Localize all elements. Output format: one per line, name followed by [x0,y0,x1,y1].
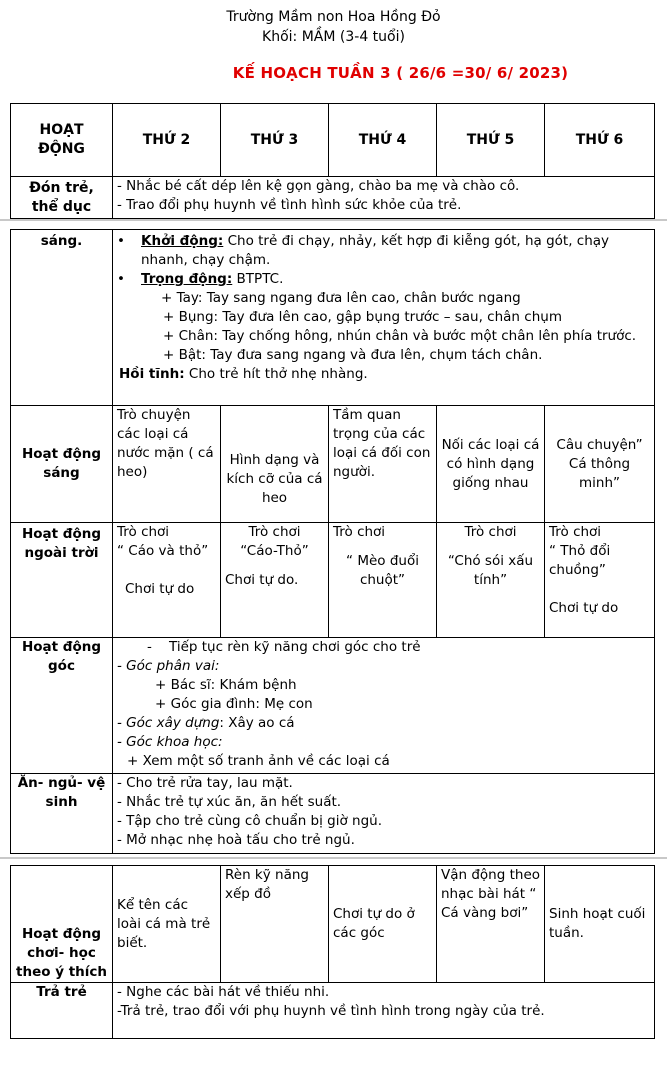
age-group: Khối: MẦM (3-4 tuổi) [262,29,405,45]
activity-cell: Câu chuyện” Cá thông minh” [545,406,655,523]
afternoon-cell: Chơi tự do ở các góc [329,866,437,983]
day-header: THỨ 5 [437,104,545,177]
pickup-row [11,983,655,1039]
header-row [11,104,655,177]
corner-intro: Tiếp tục rèn kỹ năng chơi góc cho trẻ [169,639,421,655]
main-text: BTPTC. [236,271,284,287]
role-item: + Góc gia đình: Mẹ con [155,696,313,712]
weekly-plan-table-part2 [10,229,655,854]
pickup-line: - Nghe các bài hát về thiếu nhi. [117,984,330,1000]
row-label: Hoạt động sáng [11,406,113,523]
morning-welcome-row [11,177,655,219]
science-item: + Xem một số tranh ảnh về các loại cá [127,753,390,769]
row-label: Trả trẻ [11,983,113,1039]
weekly-plan-table-part3 [10,865,655,1039]
outdoor-cell: Trò chơi “Cáo-Thỏ” Chơi tự do. [221,523,329,638]
row-label: Hoạt động chơi- học theo ý thích [11,866,113,983]
activity-cell: Tầm quan trọng của các loại cá đối con người. [329,406,437,523]
activity-cell: Nối các loại cá có hình dạng giống nhau [437,406,545,523]
day-header: THỨ 3 [221,104,329,177]
afternoon-cell: Vận động theo nhạc bài hát “ Cá vàng bơi” [437,866,545,983]
page-break [0,219,667,221]
outdoor-row [11,523,655,638]
hygiene-line: - Mở nhạc nhẹ hoà tấu cho trẻ ngủ. [117,832,355,848]
exercise-row [11,230,655,406]
warmup-text: Cho trẻ đi chạy, nhảy, kết hợp đi kiễng gót, hạ gót, chạy nhanh, chạy chậm. [141,233,610,268]
exercise-item: + Chân: Tay chống hông, nhún chân và bước một chân lên phía trước. [163,328,637,344]
role-item: + Bác sĩ: Khám bệnh [155,677,297,693]
day-header: THỨ 6 [545,104,655,177]
school-name: Trường Mầm non Hoa Hồng Đỏ [226,9,441,25]
row-label: Đón trẻ, thể dục [11,177,113,219]
activity-cell: Hình dạng và kích cỡ của cá heo [221,406,329,523]
day-header: THỨ 4 [329,104,437,177]
afternoon-row [11,866,655,983]
corner-row [11,638,655,774]
row-label: Hoạt động ngoài trời [11,523,113,638]
activity-cell: Trò chuyện các loại cá nước mặn ( cá heo) [113,406,221,523]
build-corner-text: : Xây ao cá [219,715,295,731]
welcome-notes [113,177,655,219]
afternoon-cell: Sinh hoạt cuối tuần. [545,866,655,983]
build-corner-title: - Góc xây dựng [117,715,220,731]
exercise-item: + Bụng: Tay đưa lên cao, gập bụng trước – sau, chân chụm [163,309,562,325]
outdoor-cell: Trò chơi “ Mèo đuổi chuột” [329,523,437,638]
pickup-details [113,983,655,1039]
weekly-plan-table-part1 [10,103,655,219]
outdoor-cell: Trò chơi “Chó sói xấu tính” [437,523,545,638]
outdoor-cell: Trò chơi “ Thỏ đổi chuồng” Chơi tự do [545,523,655,638]
plan-title: KẾ HOẠCH TUẦN 3 ( 26/6 =30/ 6/ 2023) [232,64,569,82]
afternoon-cell: Rèn kỹ năng xếp đồ [221,866,329,983]
hygiene-line: - Nhắc trẻ tự xúc ăn, ăn hết suất. [117,794,342,810]
warmup-title: Khởi động: [141,233,224,249]
exercise-item: + Tay: Tay sang ngang đưa lên cao, chân bước ngang [161,290,521,306]
bullet-icon: • [117,233,125,249]
hygiene-details [113,774,655,854]
activity-column-header: HOẠT ĐỘNG [11,104,113,177]
note-line: - Trao đổi phụ huynh về tình hình sức khỏe của trẻ. [117,197,462,213]
exercise-details [113,230,655,406]
hygiene-line: - Tập cho trẻ cùng cô chuẩn bị giờ ngủ. [117,813,382,829]
cooldown-text: Cho trẻ hít thở nhẹ nhàng. [188,366,368,382]
corner-details: - Tiếp tục rèn kỹ năng chơi góc cho trẻ - Góc phân vai: + Bác sĩ: Khám bệnh + Góc gia đình: Mẹ con - Góc xây dựng: Xây ao cá - Góc khoa học: + Xem một số tranh ảnh về các loại cá [113,638,655,774]
role-corner-title: - Góc phân vai: [117,658,220,674]
afternoon-cell: Kể tên các loài cá mà trẻ biết. [113,866,221,983]
day-header: THỨ 2 [113,104,221,177]
exercise-item: + Bật: Tay đưa sang ngang và đưa lên, chụm tách chân. [163,347,543,363]
row-label: Ăn- ngủ- vệ sinh [11,774,113,854]
cooldown-title: Hồi tĩnh: [119,366,185,382]
hygiene-line: - Cho trẻ rửa tay, lau mặt. [117,775,293,791]
note-line: - Nhắc bé cất dép lên kệ gọn gàng, chào ba mẹ và chào cô. [117,178,520,194]
page-break [0,857,667,859]
main-title: Trọng động: [141,271,233,287]
pickup-line: -Trả trẻ, trao đổi với phụ huynh về tình hình trong ngày của trẻ. [117,1003,545,1019]
row-label: sáng. [11,230,113,406]
row-label: Hoạt động góc [11,638,113,774]
science-corner-title: - Góc khoa học: [117,734,223,750]
morning-activity-row [11,406,655,523]
bullet-icon: • [117,271,125,287]
hygiene-row [11,774,655,854]
outdoor-cell: Trò chơi “ Cáo và thỏ” Chơi tự do [113,523,221,638]
